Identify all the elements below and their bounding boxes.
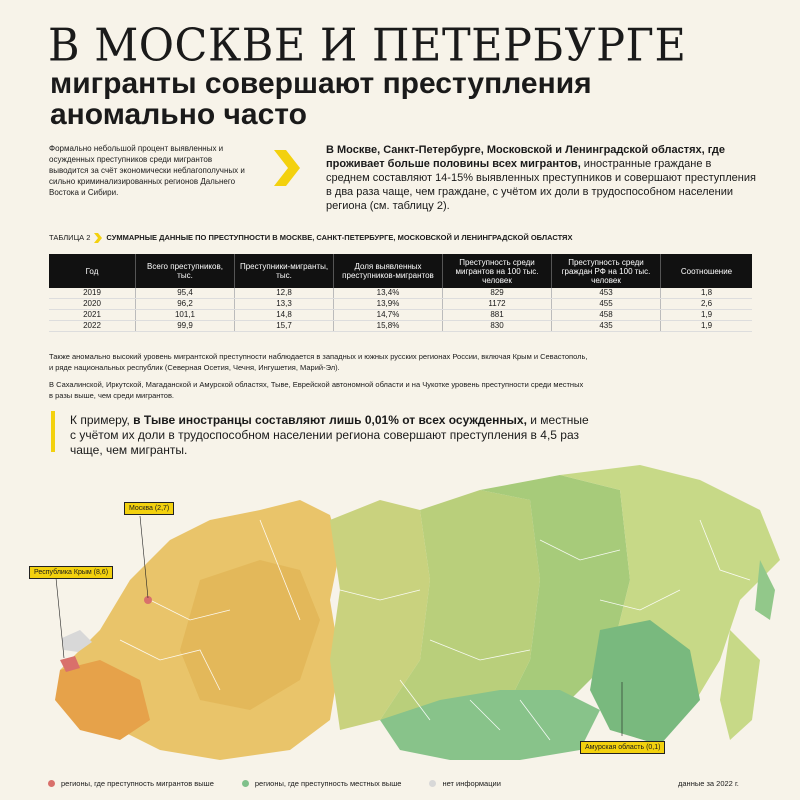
table-label: ТАБЛИЦА 2 [49,233,91,242]
legend-item-migrants-higher [48,779,214,788]
table-cell: 2020 [49,299,136,310]
table-cell: 830 [443,321,552,332]
quote-accent-bar [51,411,55,452]
crimea-leader-line [56,578,64,658]
table-header-row [49,254,752,288]
table-row [49,288,752,299]
table-cell: 2021 [49,310,136,321]
table-cell: 881 [443,310,552,321]
table-cell: 14,7% [334,310,443,321]
table-cell: 15,8% [334,321,443,332]
column-header-total: Всего преступников, тыс. [136,254,235,288]
table-cell: 13,3 [235,299,334,310]
column-header-citizen-rate: Преступность среди граждан РФ на 100 тыс. человек [552,254,661,288]
quote-rest: и местные с учётом их доли в трудоспособном населении региона совершают преступления в 4,5 раз чаще, чем мигранты. [70,413,589,457]
column-header-year: Год [49,254,136,288]
callout-amur: Амурская область (0,1) [580,741,665,754]
legend-dot-gray [429,780,436,787]
table-cell: 435 [552,321,661,332]
data-year-footnote: данные за 2022 г. [678,779,739,788]
page-subtitle [50,68,750,130]
table-cell: 1,9 [661,321,753,332]
table-caption [49,233,749,243]
table-row [49,310,752,321]
legend-item-locals-higher [242,779,402,788]
table-cell: 1,9 [661,310,753,321]
table-cell: 14,8 [235,310,334,321]
russia-regions-map [0,460,800,780]
legend-label: нет информации [442,779,501,788]
body-paragraph-2: В Сахалинской, Иркутской, Магаданской и Амурской областях, Тыве, Еврейской автономной области и на Чукотке уровень преступности среди местных в разы выше, чем среди мигрантов. [49,380,584,400]
table-cell: 1,8 [661,288,753,299]
table-cell: 95,4 [136,288,235,299]
intro-right-rest: иностранные граждане в среднем составляют 14-15% выявленных преступников и совершают преступления в два раза чаще, чем граждане, с учётом их доли в трудоспособном населении региона (см. таблицу 2). [326,158,756,212]
table-cell: 455 [552,299,661,310]
table-row [49,321,752,332]
table-cell: 15,7 [235,321,334,332]
table-cell: 458 [552,310,661,321]
chevron-right-icon [94,233,102,243]
table-cell: 2,6 [661,299,753,310]
table-cell: 13,9% [334,299,443,310]
table-cell: 829 [443,288,552,299]
body-paragraph-1: Также аномально высокий уровень мигрантской преступности наблюдается в западных и южных русских регионах России, включая Крым и Севастополь, и ряде национальных республик (Северная Осетия, Чечня, Ингушетия, Марий-Эл). [49,352,588,372]
table-cell: 99,9 [136,321,235,332]
intro-left-text: Формально небольшой процент выявленных и осужденных преступников среди мигрантов выводится за счёт экономически неблагополучных и сильно криминализированных регионов Дальнего Востока и Сибири. [49,144,245,197]
column-header-migrant-rate: Преступность среди мигрантов на 100 тыс. человек [443,254,552,288]
table-cell: 2022 [49,321,136,332]
subtitle-line-2: аномально часто [50,98,307,131]
column-header-ratio: Соотношение [661,254,753,288]
callout-crimea: Республика Крым (8,6) [29,566,113,579]
legend-item-no-info [429,779,500,788]
table-cell: 453 [552,288,661,299]
page-title: В МОСКВЕ И ПЕТЕРБУРГЕ [48,19,687,73]
quote-text [70,413,590,458]
intro-right-text [326,143,756,213]
quote-bold: в Тыве иностранцы составляют лишь 0,01% от всех осужденных, [133,413,527,427]
table-cell: 2019 [49,288,136,299]
column-header-migrants: Преступники-мигранты, тыс. [235,254,334,288]
callout-moscow: Москва (2,7) [124,502,174,515]
legend-dot-green [242,780,249,787]
table-cell: 101,1 [136,310,235,321]
column-header-share: Доля выявленных преступников-мигрантов [334,254,443,288]
table-row [49,299,752,310]
map-kamchatka-region [720,630,760,740]
map-legend [48,779,608,788]
intro-right-bold: В Москве, Санкт-Петербурге, Московской и Ленинградской областях, где проживает больше половины всех мигрантов, [326,144,726,170]
table-title: СУММАРНЫЕ ДАННЫЕ ПО ПРЕСТУПНОСТИ В МОСКВЕ, САНКТ-ПЕТЕРБУРГЕ, МОСКОВСКОЙ И ЛЕНИНГРАДСКОЙ ОБЛАСТЯХ [106,233,573,242]
quote-start: К примеру, [70,413,134,427]
crime-data-table [49,254,752,332]
legend-label: регионы, где преступность местных выше [254,779,402,788]
table-cell: 1172 [443,299,552,310]
chevron-right-icon [272,148,302,188]
legend-label: регионы, где преступность мигрантов выше [61,779,214,788]
legend-dot-red [48,780,55,787]
subtitle-line-1: мигранты совершают преступления [50,67,592,100]
table-cell: 96,2 [136,299,235,310]
table-cell: 13,4% [334,288,443,299]
table-cell: 12,8 [235,288,334,299]
